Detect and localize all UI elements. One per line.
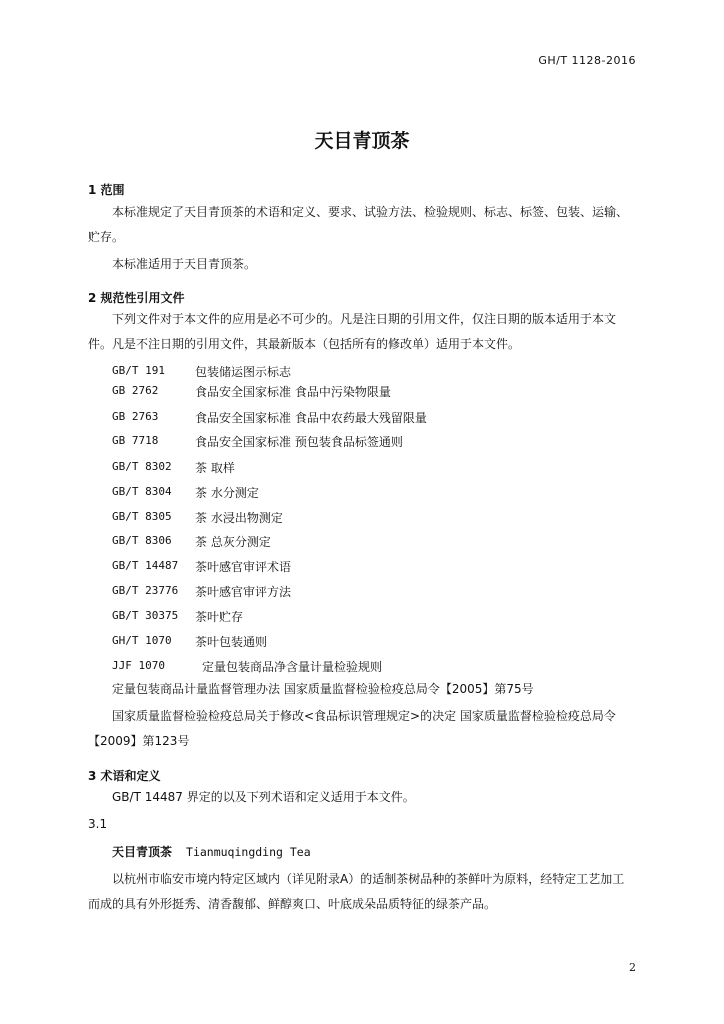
ref-code: GB 2762 (112, 384, 159, 397)
page-number: 2 (629, 961, 636, 974)
section-1-paragraph-1: 本标准规定了天目青顶茶的术语和定义、要求、试验方法、检验规则、标志、标签、包装、运输、贮存。 (88, 205, 629, 244)
ref-title: 茶叶贮存 (195, 610, 244, 624)
ref-title: 茶叶感官审评术语 (195, 560, 292, 574)
ref-title: 包装储运图示标志 (195, 365, 292, 379)
ref-title: 定量包装商品净含量计量检验规则 (202, 660, 383, 674)
ref-code: GB/T 8305 (112, 510, 172, 523)
ref-code: JJF 1070 (112, 659, 165, 672)
ref-title: 茶 总灰分测定 (195, 535, 271, 549)
section-2-intro: 下列文件对于本文件的应用是必不可少的。凡是注日期的引用文件，仅注日期的版本适用于本文件。凡是不注日期的引用文件，其最新版本（包括所有的修改单）适用于本文件。 (88, 312, 617, 351)
ref-code: GB/T 23776 (112, 584, 179, 597)
ref-code: GB/T 14487 (112, 559, 179, 572)
term-chinese: 天目青顶茶 (112, 845, 173, 859)
ref-title: 食品安全国家标准 食品中农药最大残留限量 (195, 411, 427, 425)
ref-title: 食品安全国家标准 预包装食品标签通则 (195, 435, 403, 449)
ref-title: 茶 水分测定 (195, 486, 259, 500)
ref-title: 食品安全国家标准 食品中污染物限量 (195, 385, 391, 399)
ref-code: GB/T 8306 (112, 534, 172, 547)
ref-title: 茶 水浸出物测定 (195, 511, 283, 525)
section-1-heading: 1 范围 (88, 183, 125, 197)
section-3-heading: 3 术语和定义 (88, 769, 161, 783)
ref-code: GB/T 191 (112, 364, 165, 377)
ref-title: 茶叶包装通则 (195, 635, 268, 649)
standard-code: GH/T 1128-2016 (538, 54, 636, 67)
term-row (112, 843, 311, 860)
section-3-intro: GB/T 14487 界定的以及下列术语和定义适用于本文件。 (112, 790, 415, 804)
term-english: Tianmuqingding Tea (186, 845, 311, 859)
ref-title: 茶叶感官审评方法 (195, 585, 292, 599)
term-definition: 以杭州市临安市境内特定区域内（详见附录A）的适制茶树品种的茶鲜叶为原料，经特定工艺加工而成的具有外形挺秀、清香馥郁、鲜醇爽口、叶底成朵品质特征的绿茶产品。 (88, 872, 625, 911)
ref-code: GH/T 1070 (112, 634, 172, 647)
ref-code: GB 2763 (112, 410, 159, 423)
section-1-paragraph-2: 本标准适用于天目青顶茶。 (112, 257, 257, 271)
document-title: 天目青顶茶 (314, 130, 410, 152)
ref-code: GB 7718 (112, 434, 159, 447)
ref-code: GB/T 8302 (112, 460, 172, 473)
ref-code: GB/T 30375 (112, 609, 179, 622)
regulation-1: 定量包装商品计量监督管理办法 国家质量监督检验检疫总局令【2005】第75号 (112, 682, 534, 696)
ref-code: GB/T 8304 (112, 485, 172, 498)
regulation-2: 国家质量监督检验检疫总局关于修改<食品标识管理规定>的决定 国家质量监督检验检疫总局令【2009】第123号 (88, 709, 616, 748)
ref-title: 茶 取样 (195, 461, 235, 475)
clause-number: 3.1 (88, 817, 108, 831)
section-2-heading: 2 规范性引用文件 (88, 291, 185, 305)
